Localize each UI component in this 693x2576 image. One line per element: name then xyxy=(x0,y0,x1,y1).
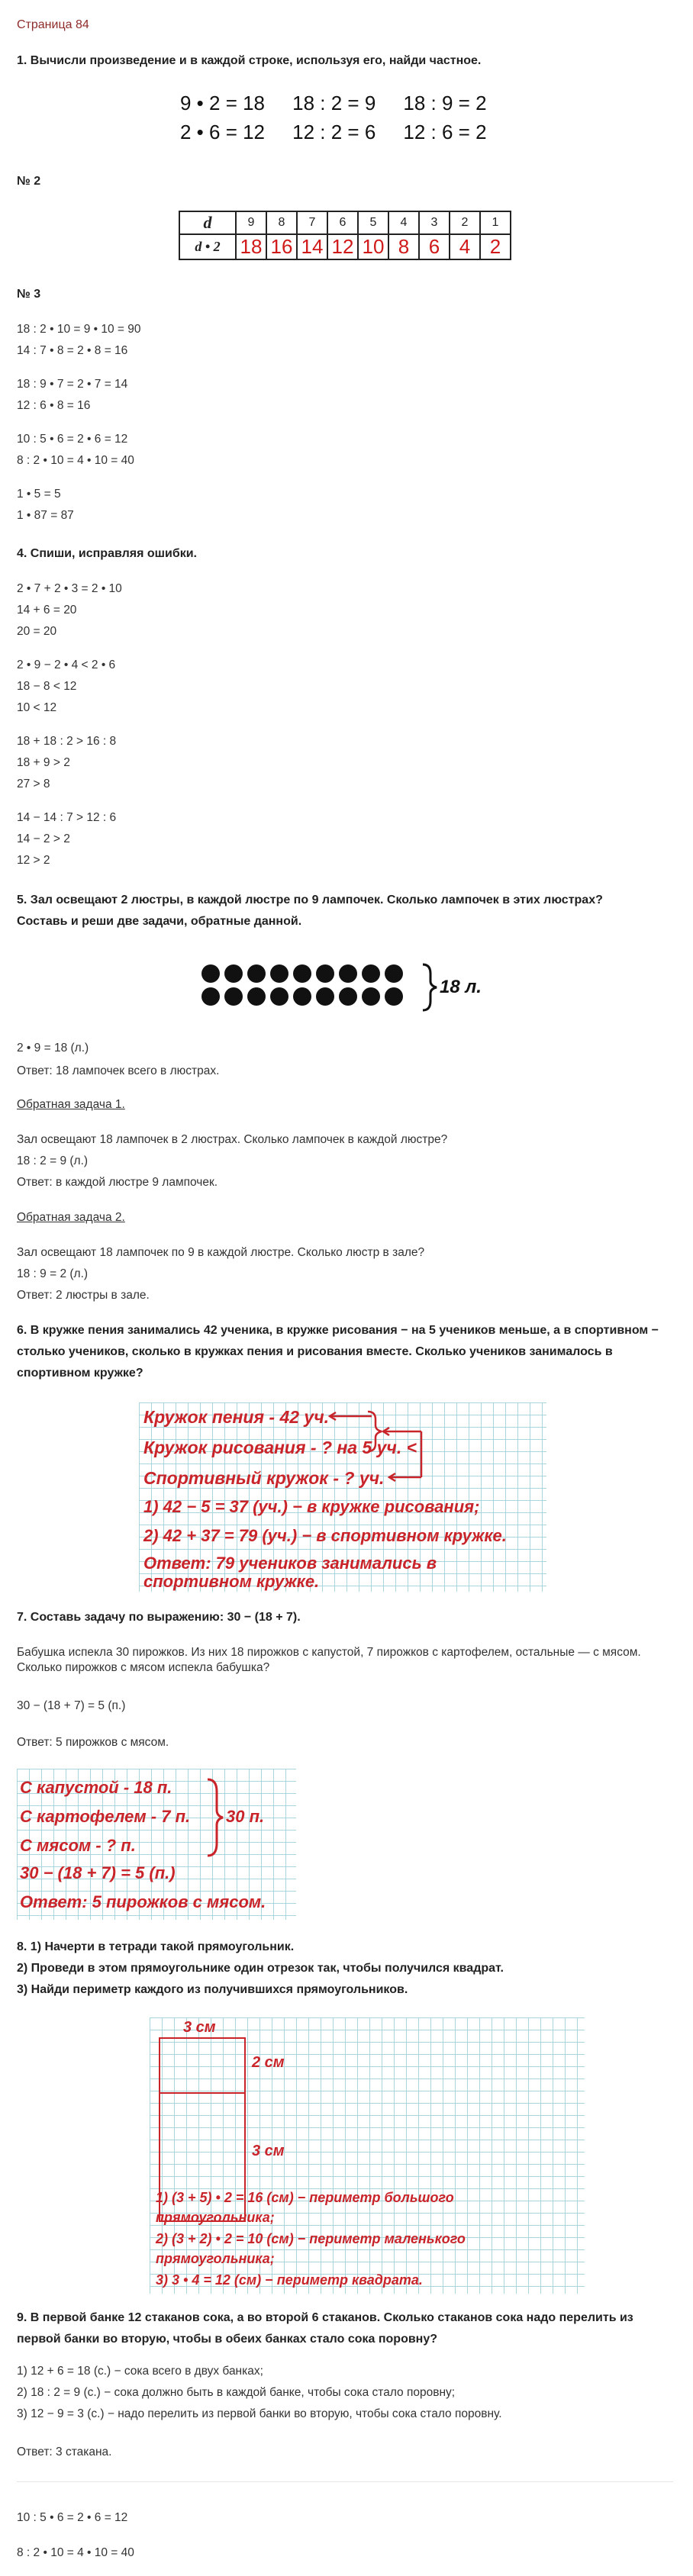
task9-heading: 9. В первой банке 12 стаканов сока, а во второй 6 стаканов. Сколько стаканов сока надо перелить из первой банки во вторую, чтобы в обеих банках стало сока поровну? xyxy=(17,2311,633,2346)
task1-row1: 9 • 2 = 18 18 : 2 = 9 18 : 9 = 2 xyxy=(180,92,487,114)
hw-line: 30 − (18 + 7) = 5 (п.) xyxy=(20,1863,176,1882)
task4-line: 12 > 2 xyxy=(17,854,50,867)
inverse2-text: Зал освещают 18 лампочек по 9 в каждой люстре. Сколько люстр в зале? xyxy=(17,1246,425,1259)
task9-line: 1) 12 + 6 = 18 (с.) − сока всего в двух банках; xyxy=(17,2365,263,2378)
lamp-dots-figure xyxy=(200,960,459,1015)
hw-line: Ответ: 5 пирожков с мясом. xyxy=(20,1892,266,1911)
task8-heading-3: 3) Найди периметр каждого из получившихся прямоугольников. xyxy=(17,1983,408,1996)
d-value: 5 xyxy=(358,211,388,234)
task3-line: 18 : 2 • 10 = 9 • 10 = 90 xyxy=(17,323,141,336)
task7-solution: 30 − (18 + 7) = 5 (п.) xyxy=(17,1699,126,1712)
task7-answer: Ответ: 5 пирожков с мясом. xyxy=(17,1736,169,1749)
lamp-dot xyxy=(270,987,288,1006)
task9-answer: Ответ: 3 стакана. xyxy=(17,2446,112,2458)
d-value: 3 xyxy=(419,211,450,234)
task3-line: 18 : 9 • 7 = 2 • 7 = 14 xyxy=(17,378,128,391)
d2-result: 18 xyxy=(236,234,266,259)
hw-line: Спортивный кружок - ? уч. xyxy=(143,1468,385,1488)
hw-line: Кружок рисования - ? на 5 уч. < xyxy=(143,1438,417,1457)
d2-header: d • 2 xyxy=(179,234,236,259)
d2-result: 4 xyxy=(450,234,480,259)
hw-line: С картофелем - 7 п. xyxy=(20,1807,191,1826)
task7-text: Бабушка испекла 30 пирожков. Из них 18 пирожков с капустой, 7 пирожков с картофелем, остальные — с мясом. Сколько пирожков с мясом испекла бабушка? xyxy=(17,1646,641,1674)
footer-line: 8 : 2 • 10 = 4 • 10 = 40 xyxy=(17,2546,134,2559)
d-value: 9 xyxy=(236,211,266,234)
hw-line: Ответ: 79 учеников занимались в xyxy=(143,1554,437,1573)
hw-line: С мясом - ? п. xyxy=(20,1836,136,1855)
page-title: Страница 84 xyxy=(17,18,89,31)
notebook-grid xyxy=(139,1402,546,1592)
lamp-dot xyxy=(224,964,243,983)
hw-line: прямоугольника; xyxy=(156,2251,275,2266)
lamp-total-label: 18 л. xyxy=(440,977,482,997)
task3-line: 1 • 5 = 5 xyxy=(17,488,61,501)
lamp-dot xyxy=(339,964,357,983)
side-label-small: 2 см xyxy=(252,2054,285,2071)
side-label-square: 3 см xyxy=(252,2143,285,2159)
d2-result: 10 xyxy=(358,234,388,259)
hw-line: С капустой - 18 п. xyxy=(20,1778,172,1797)
task5-solution: 2 • 9 = 18 (л.) xyxy=(17,1042,89,1055)
lamp-dot xyxy=(201,964,220,983)
hw-total: 30 п. xyxy=(226,1807,265,1826)
task2-heading: № 2 xyxy=(17,175,41,188)
hw-line: 2) (3 + 2) • 2 = 10 (см) − периметр маленького xyxy=(156,2231,466,2246)
task3-line: 1 • 87 = 87 xyxy=(17,509,74,522)
inverse1-solution: 18 : 2 = 9 (л.) xyxy=(17,1154,89,1167)
inverse1-answer: Ответ: в каждой люстре 9 лампочек. xyxy=(17,1176,218,1189)
task4-line: 10 < 12 xyxy=(17,701,57,714)
lamp-dot xyxy=(224,987,243,1006)
task4-line: 14 − 14 : 7 > 12 : 6 xyxy=(17,811,117,824)
d-value: 6 xyxy=(327,211,358,234)
task8-heading-2: 2) Проведи в этом прямоугольнике один отрезок так, чтобы получился квадрат. xyxy=(17,1962,504,1975)
task9-line: 2) 18 : 2 = 9 (с.) − сока должно быть в каждой банке, чтобы сока стало поровну; xyxy=(17,2386,456,2399)
task8-heading-1: 8. 1) Начерти в тетради такой прямоугольник. xyxy=(17,1940,295,1953)
task4-line: 20 = 20 xyxy=(17,625,57,638)
task3-heading: № 3 xyxy=(17,288,41,301)
lamp-dot xyxy=(362,987,380,1006)
task1-row2: 2 • 6 = 12 12 : 2 = 6 12 : 6 = 2 xyxy=(180,121,487,143)
d2-result: 2 xyxy=(480,234,511,259)
task3-line: 14 : 7 • 8 = 2 • 8 = 16 xyxy=(17,344,128,357)
lamp-dot xyxy=(293,964,311,983)
d-row xyxy=(179,211,511,234)
d2-result: 6 xyxy=(419,234,450,259)
hw-arrows xyxy=(139,1402,546,1592)
task4-line: 14 + 6 = 20 xyxy=(17,604,77,617)
task4-line: 27 > 8 xyxy=(17,778,50,791)
hw-brace xyxy=(17,1769,296,1920)
task3-line: 8 : 2 • 10 = 4 • 10 = 40 xyxy=(17,454,134,467)
footer-line: 10 : 5 • 6 = 2 • 6 = 12 xyxy=(17,2511,128,2524)
task7-heading: 7. Составь задачу по выражению: 30 − (18 + 7). xyxy=(17,1611,301,1624)
d-value: 2 xyxy=(450,211,480,234)
d-table xyxy=(179,211,511,260)
lamp-dots xyxy=(201,964,403,1006)
hw-line: 1) (3 + 5) • 2 = 16 (см) − периметр большого xyxy=(156,2190,454,2205)
task4-heading: 4. Спиши, исправляя ошибки. xyxy=(17,547,197,560)
inverse2-title: Обратная задача 2. xyxy=(17,1211,125,1224)
task9-line: 3) 12 − 9 = 3 (с.) − надо перелить из первой банки во вторую, чтобы сока стало поровну. xyxy=(17,2407,502,2420)
hw-line: 2) 42 + 37 = 79 (уч.) − в спортивном кружке. xyxy=(143,1526,507,1545)
inverse2-answer: Ответ: 2 люстры в зале. xyxy=(17,1289,150,1302)
lamp-dot xyxy=(247,964,266,983)
inverse1-title: Обратная задача 1. xyxy=(17,1098,125,1111)
inverse1-text: Зал освещают 18 лампочек в 2 люстрах. Сколько лампочек в каждой люстре? xyxy=(17,1133,448,1146)
task4-line: 18 + 9 > 2 xyxy=(17,756,70,769)
brace-icon xyxy=(423,964,437,1010)
lamp-dot xyxy=(385,987,403,1006)
hw-line: Кружок пения - 42 уч. xyxy=(143,1407,330,1427)
task3-line: 10 : 5 • 6 = 2 • 6 = 12 xyxy=(17,433,128,446)
d-value: 1 xyxy=(480,211,511,234)
notebook-grid xyxy=(17,1769,296,1920)
lamp-dot xyxy=(339,987,357,1006)
d2-row xyxy=(179,234,511,259)
d2-result: 12 xyxy=(327,234,358,259)
d2-result: 8 xyxy=(388,234,419,259)
hw-line: спортивном кружке. xyxy=(143,1572,320,1591)
task5-heading: 5. Зал освещают 2 люстры, в каждой люстре по 9 лампочек. Сколько лампочек в этих люстрах? Составь и реши две задачи, обратные данной. xyxy=(17,894,603,928)
d2-result: 14 xyxy=(297,234,327,259)
lamp-dot xyxy=(293,987,311,1006)
d-value: 4 xyxy=(388,211,419,234)
lamp-dot xyxy=(247,987,266,1006)
hw-line: прямоугольника; xyxy=(156,2210,275,2225)
task4-line: 18 + 18 : 2 > 16 : 8 xyxy=(17,735,117,748)
task3-line: 12 : 6 • 8 = 16 xyxy=(17,399,91,412)
lamp-dot xyxy=(316,987,334,1006)
d2-result: 16 xyxy=(266,234,297,259)
lamp-dot xyxy=(385,964,403,983)
divider xyxy=(17,2481,673,2482)
lamp-dot xyxy=(270,964,288,983)
task1-heading: 1. Вычисли произведение и в каждой строке, используя его, найди частное. xyxy=(17,54,482,67)
task4-line: 2 • 9 − 2 • 4 < 2 • 6 xyxy=(17,658,116,671)
task4-line: 14 − 2 > 2 xyxy=(17,832,70,845)
task4-line: 2 • 7 + 2 • 3 = 2 • 10 xyxy=(17,582,122,595)
d-value: 7 xyxy=(297,211,327,234)
task5-answer: Ответ: 18 лампочек всего в люстрах. xyxy=(17,1064,220,1077)
square-segment xyxy=(159,2092,246,2094)
inverse2-solution: 18 : 9 = 2 (л.) xyxy=(17,1267,89,1280)
hw-line: 3) 3 • 4 = 12 (см) − периметр квадрата. xyxy=(156,2272,423,2288)
hw-line: 1) 42 − 5 = 37 (уч.) − в кружке рисования; xyxy=(143,1497,480,1516)
task4-line: 18 − 8 < 12 xyxy=(17,680,77,693)
d-value: 8 xyxy=(266,211,297,234)
d-header: d xyxy=(179,211,236,234)
lamp-dot xyxy=(201,987,220,1006)
lamp-dot xyxy=(316,964,334,983)
notebook-grid xyxy=(150,2017,585,2294)
task6-heading: 6. В кружке пения занимались 42 ученика, в кружке рисования − на 5 учеников меньше, а в спортивном − столько учеников, сколько в кружках пения и рисования вместе. Сколько учеников занималось в спортивном кружке? xyxy=(17,1324,659,1380)
side-label-top: 3 см xyxy=(183,2019,216,2036)
lamp-dot xyxy=(362,964,380,983)
